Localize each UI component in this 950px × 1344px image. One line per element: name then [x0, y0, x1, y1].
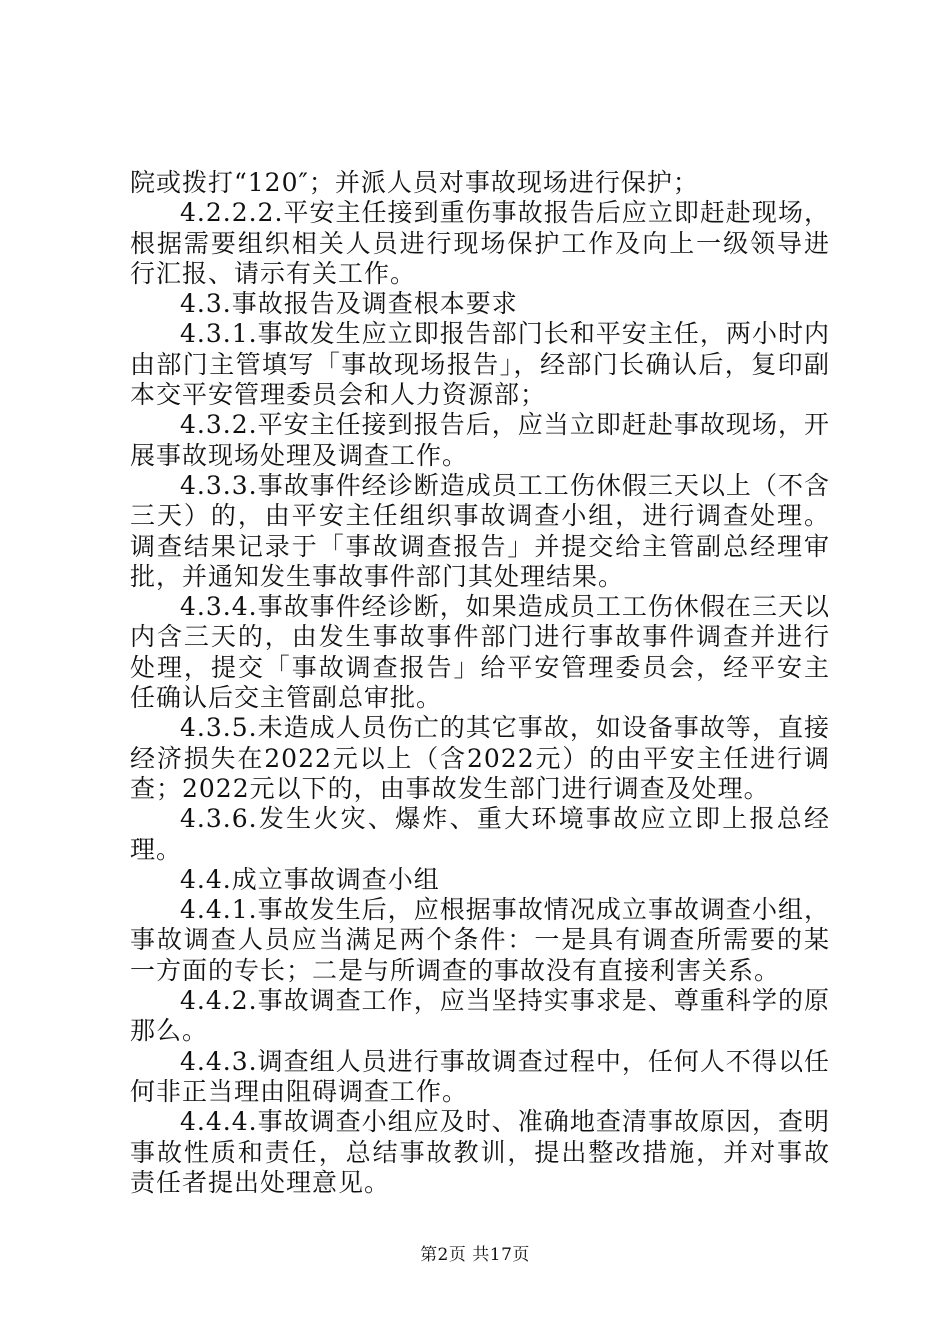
paragraph-4-3-6: 4.3.6.发生火灾、爆炸、重大环境事故应立即上报总经理。 — [130, 804, 830, 864]
section-heading-4-4: 4.4.成立事故调查小组 — [180, 864, 440, 894]
paragraph-4-3-3: 4.3.3.事故事件经诊断造成员工工伤休假三天以上（不含三天）的，由平安主任组织事故调查小组，进行调查处理。调查结果记录于「事故调查报告」并提交给主管副总经理审批，并通知发生事故事件部门其处理结果。 — [130, 470, 830, 591]
paragraph-4-3-4: 4.3.4.事故事件经诊断，如果造成员工工伤休假在三天以内含三天的，由发生事故事件部门进行事故事件调查并进行处理，提交「事故调查报告」给平安管理委员会，经平安主任确认后交主管副总审批。 — [130, 592, 830, 713]
paragraph-4-4-4: 4.4.4.事故调查小组应及时、准确地查清事故原因，查明事故性质和责任，总结事故教训，提出整改措施，并对事故责任者提出处理意见。 — [130, 1107, 830, 1197]
paragraph-4-4-3: 4.4.3.调查组人员进行事故调查过程中，任何人不得以任何非正当理由阻碍调查工作。 — [130, 1046, 830, 1106]
page-footer — [0, 1244, 950, 1266]
paragraph-continuation: 院或拨打“120″；并派人员对事故现场进行保护； — [130, 168, 699, 197]
page-number-label: 第2页 共17页 — [420, 1245, 530, 1265]
paragraph-4-3-5: 4.3.5.未造成人员伤亡的其它事故，如设备事故等，直接经济损失在2022元以上（含2022元）的由平安主任进行调查；2022元以下的，由事故发生部门进行调查及处理。 — [130, 713, 830, 803]
paragraph-4-3-2: 4.3.2.平安主任接到报告后，应当立即赶赴事故现场，开展事故现场处理及调查工作。 — [130, 410, 830, 470]
paragraph-4-4-2: 4.4.2.事故调查工作，应当坚持实事求是、尊重科学的原那么。 — [130, 986, 830, 1046]
paragraph-4-4-1: 4.4.1.事故发生后，应根据事故情况成立事故调查小组，事故调查人员应当满足两个条件：一是具有调查所需要的某一方面的专长；二是与所调查的事故没有直接利害关系。 — [130, 895, 830, 985]
paragraph-4-3-1: 4.3.1.事故发生应立即报告部门长和平安主任，两小时内由部门主管填写「事故现场报告」，经部门长确认后，复印副本交平安管理委员会和人力资源部； — [130, 319, 830, 410]
paragraph-4-2-2-2: 4.2.2.2.平安主任接到重伤事故报告后应立即赶赴现场，根据需要组织相关人员进行现场保护工作及向上一级领导进行汇报、请示有关工作。 — [130, 198, 830, 288]
section-heading-4-3: 4.3.事故报告及调查根本要求 — [180, 289, 518, 319]
document-body — [130, 168, 830, 1198]
